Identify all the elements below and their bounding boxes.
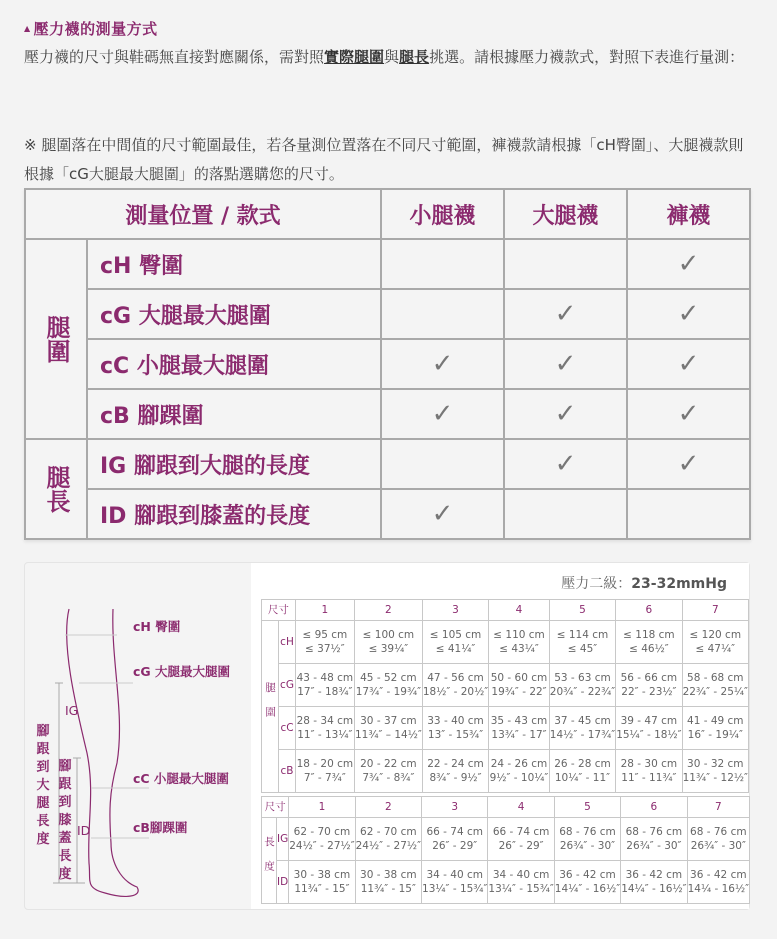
size-row bbox=[262, 818, 750, 861]
value-cm: 18 - 20 cm bbox=[296, 758, 354, 770]
size-value bbox=[422, 664, 488, 707]
size-value bbox=[687, 818, 749, 861]
size-number: 4 bbox=[489, 600, 550, 621]
value-inch: 26¾″ - 30″ bbox=[559, 840, 616, 852]
value-cm: 62 - 70 cm bbox=[360, 826, 417, 838]
size-value bbox=[289, 861, 355, 904]
value-inch: 11¾″ - 15″ bbox=[294, 883, 350, 895]
style-table-row bbox=[25, 339, 750, 389]
label-cg: cG 大腿最大腿圍 bbox=[133, 664, 231, 679]
value-inch: 26″ - 29″ bbox=[432, 840, 478, 852]
size-value bbox=[488, 861, 554, 904]
value-cm: 26 - 28 cm bbox=[554, 758, 611, 770]
value-inch: 9½″ - 10¼″ bbox=[489, 772, 549, 784]
measurement-label: cC 小腿最大腿圍 bbox=[87, 339, 381, 389]
value-cm: 20 - 22 cm bbox=[360, 758, 417, 770]
check-icon: ✓ bbox=[504, 439, 627, 489]
value-inch: 17″ - 18¾″ bbox=[297, 686, 353, 698]
size-number: 1 bbox=[289, 797, 355, 818]
value-cm: 36 - 42 cm bbox=[559, 869, 616, 881]
value-cm: 22 - 24 cm bbox=[427, 758, 484, 770]
size-row bbox=[262, 750, 749, 793]
value-inch: 17¾″ - 19¾″ bbox=[355, 686, 422, 698]
size-value bbox=[354, 664, 422, 707]
group-label: 腿圍 bbox=[25, 239, 87, 439]
measurement-code: IG bbox=[277, 818, 289, 861]
value-inch: ≤ 41¼″ bbox=[435, 643, 476, 655]
value-inch: 11¾″ – 14½″ bbox=[354, 729, 422, 741]
intro-text-c: 挑選。請根據壓力襪款式，對照下表進行量測： bbox=[429, 48, 745, 66]
value-inch: 24½″ - 27½″ bbox=[355, 840, 422, 852]
value-cm: 30 - 32 cm bbox=[687, 758, 744, 770]
link-leg-circumference[interactable]: 實際腿圍 bbox=[324, 48, 385, 66]
size-group-label: 腿圍 bbox=[262, 621, 279, 793]
size-number: 6 bbox=[616, 600, 682, 621]
value-cm: 36 - 42 cm bbox=[690, 869, 747, 881]
size-number: 2 bbox=[355, 797, 421, 818]
value-cm: ≤ 105 cm bbox=[429, 629, 482, 641]
value-inch: 22¾″ - 25¼″ bbox=[682, 686, 748, 698]
size-value bbox=[422, 750, 488, 793]
value-cm: ≤ 120 cm bbox=[689, 629, 742, 641]
size-number: 2 bbox=[354, 600, 422, 621]
empty-cell bbox=[381, 439, 504, 489]
value-inch: 11¾″ - 12½″ bbox=[682, 772, 748, 784]
value-inch: 11″ - 11¾″ bbox=[621, 772, 677, 784]
check-icon: ✓ bbox=[504, 339, 627, 389]
style-table-row bbox=[25, 289, 750, 339]
size-value bbox=[616, 621, 682, 664]
value-inch: 14¼ - 16½″ bbox=[687, 883, 750, 895]
header-position: 測量位置 / 款式 bbox=[25, 189, 381, 239]
section-title-text: 壓力襪的測量方式 bbox=[33, 20, 158, 38]
size-value bbox=[354, 707, 422, 750]
size-group-label: 長度 bbox=[262, 818, 277, 904]
value-cm: 41 - 49 cm bbox=[687, 715, 744, 727]
value-inch: 16″ - 19¼″ bbox=[687, 729, 743, 741]
value-cm: 43 - 48 cm bbox=[296, 672, 354, 684]
value-inch: 11¾″ - 15″ bbox=[360, 883, 416, 895]
value-cm: 36 - 42 cm bbox=[625, 869, 683, 881]
link-leg-length[interactable]: 腿長 bbox=[399, 48, 430, 66]
circumference-table bbox=[261, 599, 749, 793]
measurement-label: ID 腳跟到膝蓋的長度 bbox=[87, 489, 381, 539]
size-value bbox=[489, 750, 550, 793]
measurement-label: IG 腳跟到大腿的長度 bbox=[87, 439, 381, 489]
value-inch: 15¼″ - 18½″ bbox=[616, 729, 682, 741]
measurement-code: cB bbox=[279, 750, 295, 793]
size-value bbox=[355, 818, 421, 861]
label-cc: cC 小腿最大腿圍 bbox=[133, 771, 229, 786]
value-inch: 18½″ - 20½″ bbox=[422, 686, 489, 698]
size-value bbox=[289, 818, 355, 861]
value-inch: 20¾″ - 22¾″ bbox=[549, 686, 616, 698]
size-number: 5 bbox=[549, 600, 615, 621]
size-value bbox=[616, 750, 682, 793]
check-icon: ✓ bbox=[627, 339, 750, 389]
measurement-code: cC bbox=[279, 707, 295, 750]
check-icon: ✓ bbox=[381, 339, 504, 389]
size-value bbox=[687, 861, 749, 904]
size-number: 6 bbox=[621, 797, 687, 818]
size-value bbox=[354, 621, 422, 664]
empty-cell bbox=[627, 489, 750, 539]
empty-cell bbox=[504, 489, 627, 539]
check-icon: ✓ bbox=[627, 389, 750, 439]
group-label: 腿長 bbox=[25, 439, 87, 539]
size-value bbox=[549, 750, 615, 793]
size-value bbox=[621, 818, 687, 861]
value-cm: 37 - 45 cm bbox=[554, 715, 611, 727]
check-icon: ✓ bbox=[381, 489, 504, 539]
value-inch: 19¾″ - 22″ bbox=[491, 686, 547, 698]
value-inch: ≤ 47¼″ bbox=[695, 643, 736, 655]
measurement-code: ID bbox=[277, 861, 289, 904]
value-inch: 10¼″ - 11″ bbox=[554, 772, 611, 784]
size-value bbox=[488, 818, 554, 861]
size-chart-card bbox=[24, 562, 750, 910]
size-value bbox=[682, 621, 748, 664]
vertical-ig-label: 腳跟到大腿長度 bbox=[36, 724, 50, 847]
empty-cell bbox=[381, 289, 504, 339]
value-cm: ≤ 95 cm bbox=[302, 629, 348, 641]
value-cm: 66 - 74 cm bbox=[492, 826, 550, 838]
leg-diagram bbox=[25, 563, 251, 909]
value-inch: 14½″ - 17¾″ bbox=[549, 729, 616, 741]
size-number: 7 bbox=[682, 600, 748, 621]
value-cm: 56 - 66 cm bbox=[620, 672, 678, 684]
vertical-id-label: 腳跟到膝蓋長度 bbox=[58, 759, 72, 882]
size-header: 尺寸 bbox=[262, 600, 296, 621]
size-value bbox=[295, 750, 354, 793]
size-value bbox=[295, 664, 354, 707]
pressure-label: 壓力二級： bbox=[561, 576, 632, 592]
size-row bbox=[262, 707, 749, 750]
size-value bbox=[554, 818, 620, 861]
value-cm: ≤ 110 cm bbox=[493, 629, 545, 641]
section-title bbox=[24, 18, 158, 39]
value-cm: 34 - 40 cm bbox=[426, 869, 483, 881]
value-cm: 30 - 38 cm bbox=[360, 869, 417, 881]
value-cm: 53 - 63 cm bbox=[554, 672, 611, 684]
value-inch: 26″ - 29″ bbox=[498, 840, 544, 852]
value-cm: 39 - 47 cm bbox=[620, 715, 678, 727]
value-cm: 47 - 56 cm bbox=[427, 672, 484, 684]
value-cm: 28 - 34 cm bbox=[296, 715, 354, 727]
size-value bbox=[682, 664, 748, 707]
empty-cell bbox=[381, 239, 504, 289]
check-icon: ✓ bbox=[381, 389, 504, 439]
length-table bbox=[261, 796, 750, 904]
value-cm: ≤ 100 cm bbox=[362, 629, 415, 641]
size-value bbox=[549, 707, 615, 750]
intro-text-b: 與 bbox=[384, 48, 400, 66]
label-ch: cH 臀圍 bbox=[133, 619, 181, 634]
header-pantyhose: 褲襪 bbox=[627, 189, 750, 239]
value-inch: 13¾″ - 17″ bbox=[491, 729, 547, 741]
size-value bbox=[682, 707, 748, 750]
measurement-label: cG 大腿最大腿圍 bbox=[87, 289, 381, 339]
intro-text-a: 壓力襪的尺寸與鞋碼無直接對應關係，需對照 bbox=[24, 48, 325, 66]
style-table-row bbox=[25, 389, 750, 439]
size-number: 1 bbox=[295, 600, 354, 621]
size-value bbox=[422, 621, 488, 664]
value-inch: 13¼″ - 15¾″ bbox=[422, 883, 488, 895]
value-cm: 66 - 74 cm bbox=[426, 826, 483, 838]
value-inch: 26¾″ - 30″ bbox=[690, 840, 746, 852]
value-cm: 68 - 76 cm bbox=[690, 826, 747, 838]
size-value bbox=[355, 861, 421, 904]
empty-cell bbox=[504, 239, 627, 289]
value-inch: 22″ - 23½″ bbox=[621, 686, 677, 698]
value-cm: ≤ 118 cm bbox=[623, 629, 675, 641]
size-value bbox=[616, 707, 682, 750]
size-value bbox=[422, 707, 488, 750]
size-value bbox=[554, 861, 620, 904]
value-cm: 24 - 26 cm bbox=[490, 758, 548, 770]
size-value bbox=[354, 750, 422, 793]
value-cm: 33 - 40 cm bbox=[427, 715, 484, 727]
size-value bbox=[549, 621, 615, 664]
size-row bbox=[262, 861, 750, 904]
value-cm: 58 - 68 cm bbox=[687, 672, 744, 684]
intro-paragraph bbox=[24, 43, 754, 72]
value-inch: 14¼″ - 16½″ bbox=[554, 883, 621, 895]
value-inch: ≤ 39¼″ bbox=[368, 643, 409, 655]
value-inch: ≤ 37½″ bbox=[305, 643, 345, 655]
size-number: 3 bbox=[422, 797, 488, 818]
label-id: ID bbox=[77, 823, 91, 838]
value-cm: 50 - 60 cm bbox=[490, 672, 548, 684]
header-thigh-high: 大腿襪 bbox=[504, 189, 627, 239]
style-table-row bbox=[25, 239, 750, 289]
measurement-code: cH bbox=[279, 621, 295, 664]
value-inch: 13¼″ - 15¾″ bbox=[488, 883, 554, 895]
style-measurement-table bbox=[24, 188, 751, 540]
size-value bbox=[295, 707, 354, 750]
value-cm: 35 - 43 cm bbox=[490, 715, 548, 727]
pressure-level bbox=[561, 573, 727, 593]
size-value bbox=[682, 750, 748, 793]
value-inch: 24½″ - 27½″ bbox=[289, 840, 355, 852]
size-value bbox=[422, 818, 488, 861]
value-inch: 14¼″ - 16½″ bbox=[621, 883, 687, 895]
value-cm: 30 - 37 cm bbox=[360, 715, 417, 727]
size-value bbox=[621, 861, 687, 904]
size-row bbox=[262, 664, 749, 707]
size-value bbox=[489, 621, 550, 664]
value-cm: 62 - 70 cm bbox=[293, 826, 351, 838]
value-inch: ≤ 45″ bbox=[567, 643, 598, 655]
value-cm: 30 - 38 cm bbox=[293, 869, 351, 881]
size-number: 4 bbox=[488, 797, 554, 818]
value-inch: 13″ - 15¾″ bbox=[427, 729, 484, 741]
value-inch: 7¾″ - 8¾″ bbox=[362, 772, 415, 784]
check-icon: ✓ bbox=[627, 439, 750, 489]
size-row bbox=[262, 621, 749, 664]
value-cm: 28 - 30 cm bbox=[620, 758, 678, 770]
style-table-row bbox=[25, 439, 750, 489]
check-icon: ✓ bbox=[504, 389, 627, 439]
size-value bbox=[422, 861, 488, 904]
measurement-label: cB 腳踝圍 bbox=[87, 389, 381, 439]
value-inch: 8¾″ - 9½″ bbox=[429, 772, 482, 784]
pressure-value: 23-32mmHg bbox=[631, 576, 727, 592]
check-icon: ✓ bbox=[627, 239, 750, 289]
size-number: 3 bbox=[422, 600, 488, 621]
value-inch: 11″ - 13¼″ bbox=[297, 729, 353, 741]
value-cm: 68 - 76 cm bbox=[625, 826, 683, 838]
measurement-code: cG bbox=[279, 664, 295, 707]
size-number: 5 bbox=[554, 797, 620, 818]
size-number: 7 bbox=[687, 797, 749, 818]
size-value bbox=[295, 621, 354, 664]
value-cm: ≤ 114 cm bbox=[556, 629, 609, 641]
check-icon: ✓ bbox=[627, 289, 750, 339]
triangle-up-icon: ▲ bbox=[24, 24, 31, 33]
note-paragraph: ※ 腿圍落在中間值的尺寸範圍最佳，若各量測位置落在不同尺寸範圍，褲襪款請根據「cH臀圍」、大腿襪款則根據「cG大腿最大腿圍」的落點選購您的尺寸。 bbox=[24, 136, 744, 183]
value-cm: 34 - 40 cm bbox=[492, 869, 550, 881]
value-cm: 68 - 76 cm bbox=[559, 826, 616, 838]
label-cb: cB腳踝圍 bbox=[133, 820, 188, 835]
size-chart-panel bbox=[251, 563, 749, 909]
value-inch: 26¾″ - 30″ bbox=[626, 840, 682, 852]
size-header: 尺寸 bbox=[262, 797, 289, 818]
value-inch: ≤ 43¼″ bbox=[499, 643, 539, 655]
label-ig: IG bbox=[65, 703, 79, 718]
check-icon: ✓ bbox=[504, 289, 627, 339]
size-value bbox=[489, 707, 550, 750]
value-inch: 7″ - 7¾″ bbox=[303, 772, 346, 784]
size-value bbox=[489, 664, 550, 707]
size-value bbox=[549, 664, 615, 707]
value-inch: ≤ 46½″ bbox=[629, 643, 669, 655]
size-value bbox=[616, 664, 682, 707]
value-cm: 45 - 52 cm bbox=[360, 672, 417, 684]
measurement-label: cH 臀圍 bbox=[87, 239, 381, 289]
style-table-row bbox=[25, 489, 750, 539]
header-knee-high: 小腿襪 bbox=[381, 189, 504, 239]
